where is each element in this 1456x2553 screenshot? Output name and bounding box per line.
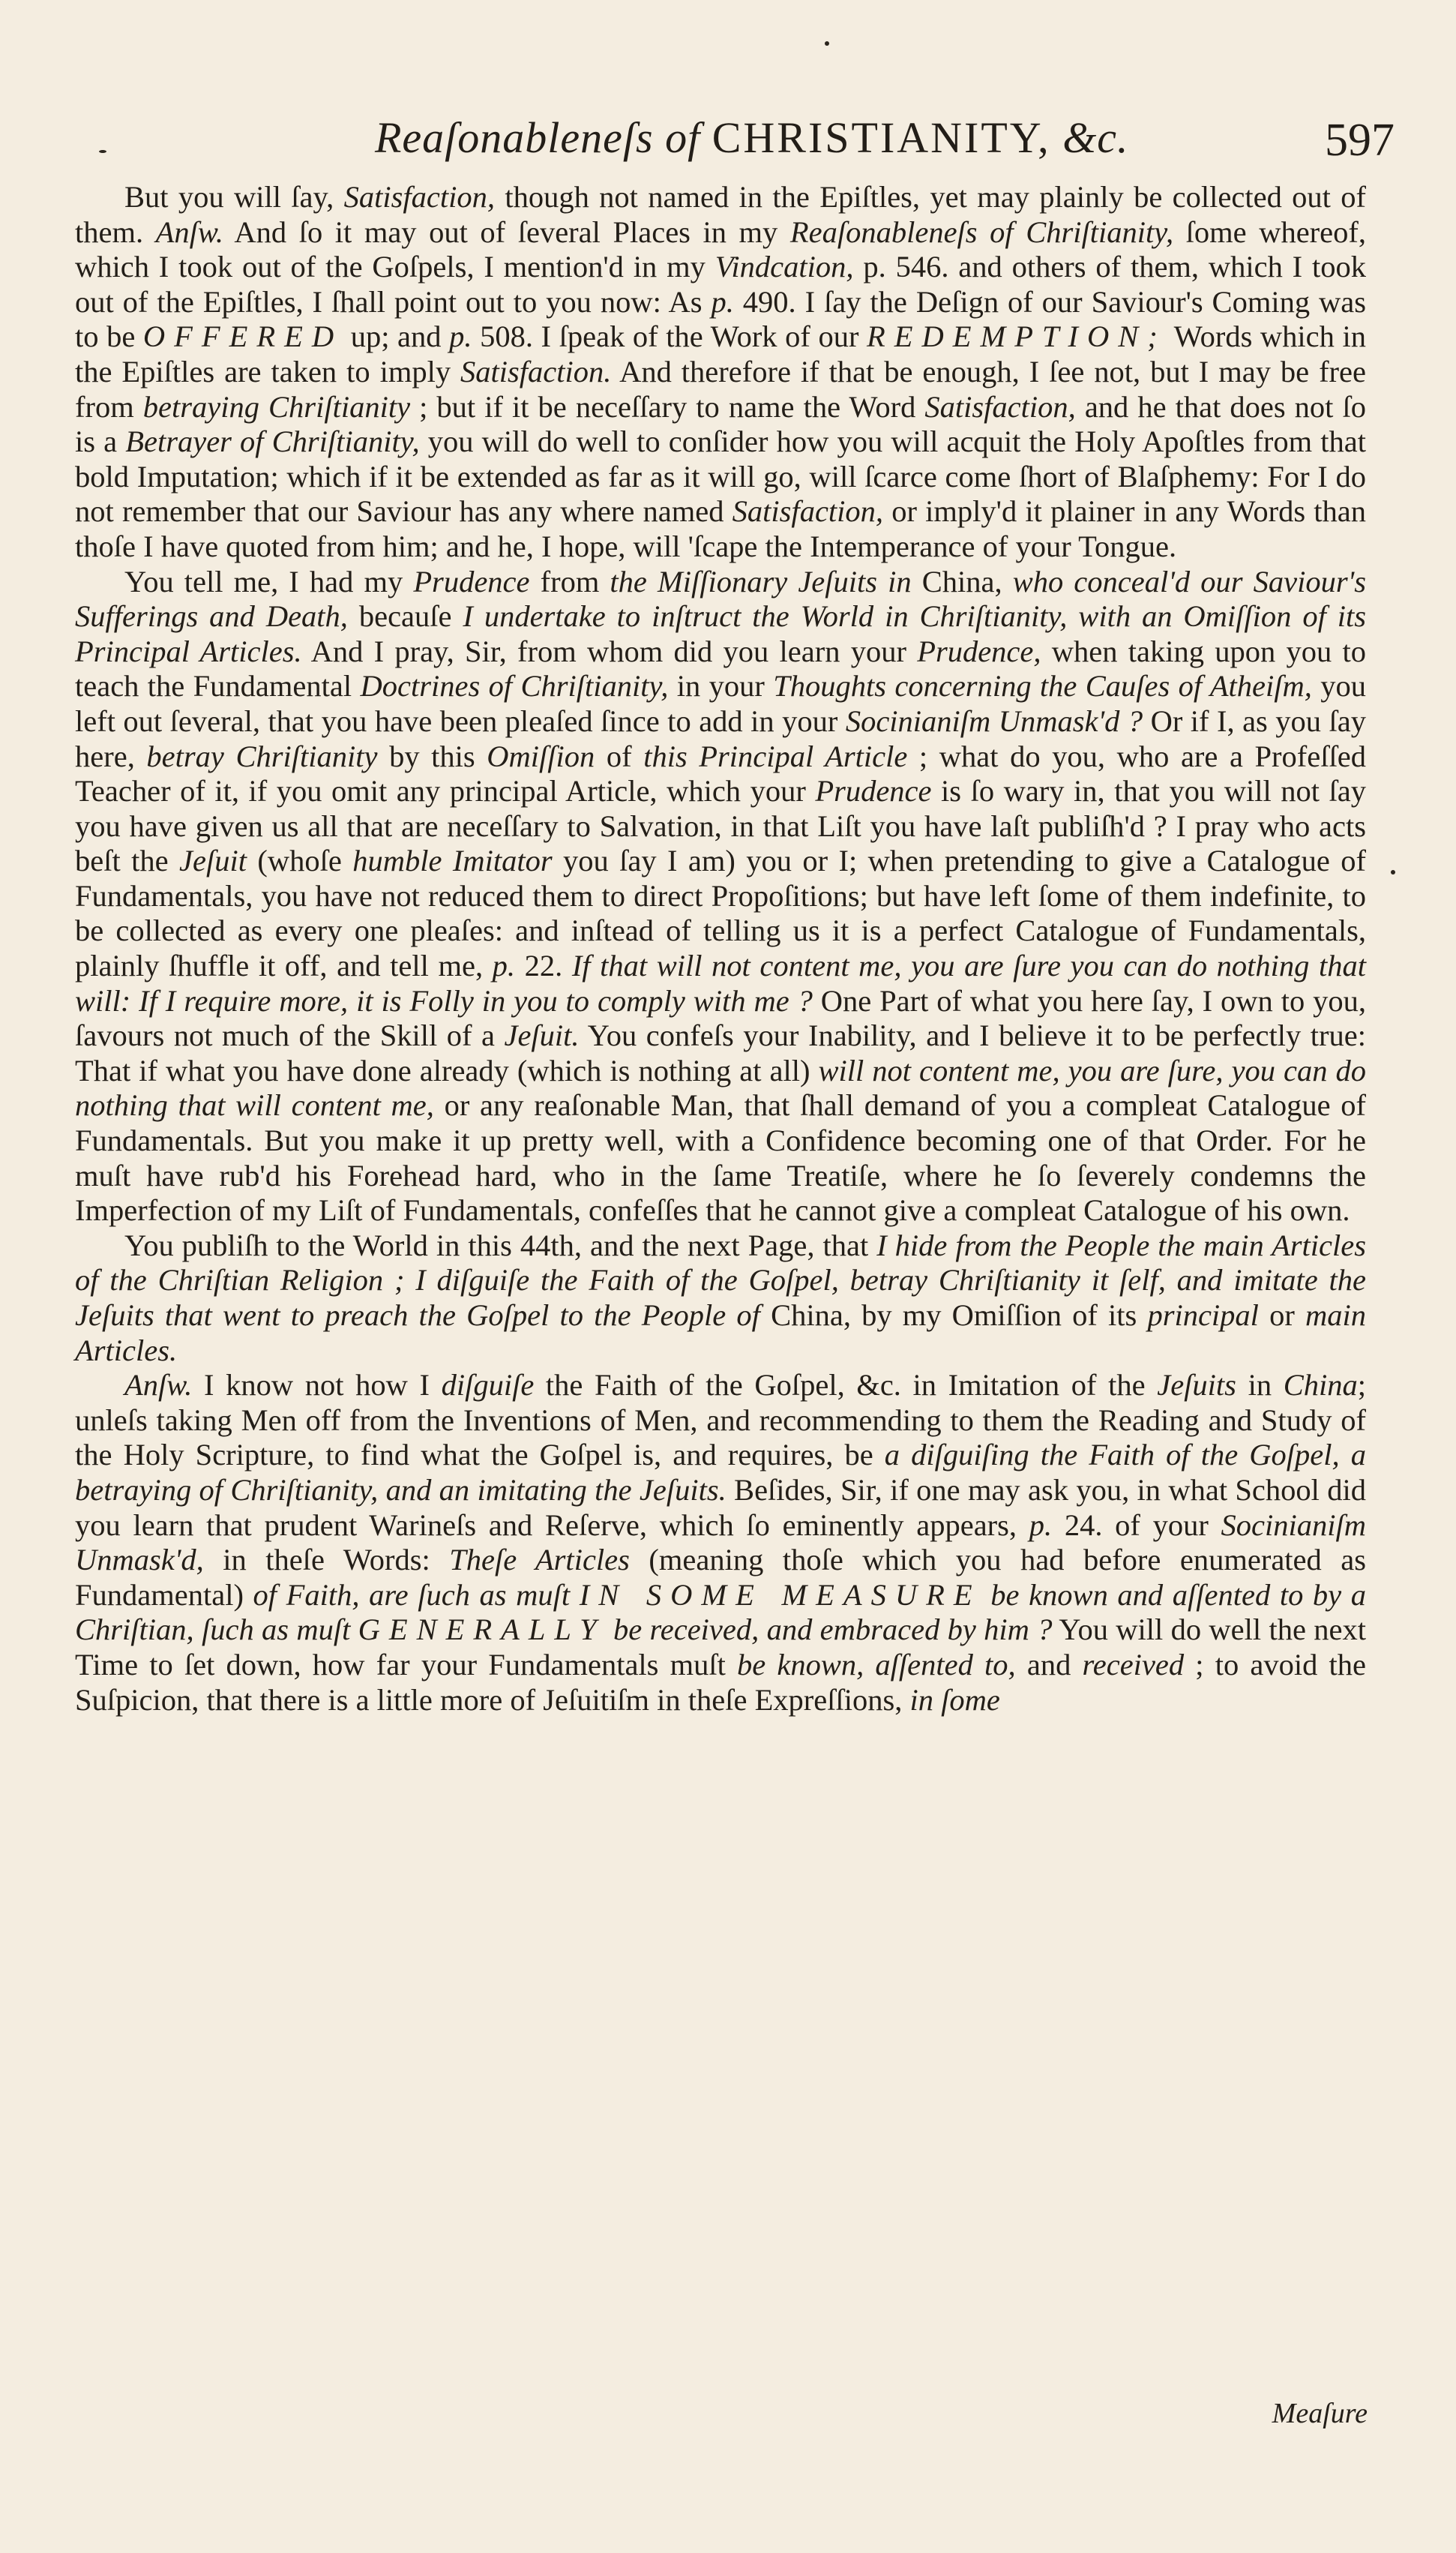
text-run	[350, 1612, 358, 1646]
body-text	[75, 180, 1366, 1718]
italic-run: Betrayer of Chriſtianity,	[125, 424, 420, 459]
italic-run: Satisfaction,	[343, 180, 495, 214]
running-title-italic: Reaſonableneſs of	[375, 113, 701, 162]
text-run: the Faith of the Goſpel, &c. in Imitation of the	[534, 1368, 1158, 1402]
italic-run: received	[1082, 1647, 1185, 1682]
paragraph	[75, 1228, 1366, 1368]
text-run: I know not how I	[192, 1368, 442, 1402]
text-run: One Part of what you here ſay, I own to you, ſavours not much of the Skill of a	[75, 983, 1366, 1053]
spaced-emphasis: GENERALLY	[358, 1612, 606, 1647]
italic-run: Satisfaction,	[732, 494, 884, 529]
text-run: when taking upon you to teach the Fundamental	[75, 634, 1366, 704]
italic-run: p.	[492, 949, 516, 983]
text-run: Words which in the Epiſtles are taken to imply	[75, 320, 1366, 388]
running-title-etc: &c.	[1062, 113, 1129, 162]
italic-run: I undertake to inſtruct the World in Chriſtianity, with an Omiſſion of its Principal Articles.	[75, 599, 1366, 668]
italic-run: Satisfaction.	[460, 354, 612, 388]
italic-run: Thoughts concerning the Cauſes of Atheiſm,	[773, 669, 1312, 704]
text-run: in	[1236, 1368, 1284, 1402]
italic-run: Doctrines of Chriſtianity,	[360, 669, 669, 704]
italic-run: Jeſuit	[179, 844, 247, 878]
text-run: ; but if it be neceſſary to name the Word	[410, 389, 925, 424]
italic-run: a diſguiſing the Faith of the Goſpel, a betraying of Chriſtianity, and an imitating the Jeſuits.	[75, 1438, 1366, 1507]
italic-run: Socinianiſm Unmask'd,	[75, 1508, 1366, 1577]
text-run: ; what do you, who are a Profeſſed Teacher of it, if you omit any principal Article, which your	[75, 739, 1366, 808]
text-run: 508. I ſpeak of the Work of our	[472, 320, 867, 354]
ink-speck	[1391, 870, 1395, 874]
italic-run: p.	[449, 320, 472, 354]
text-run: ſome whereof, which I took out of the Goſpels, I mention'd in my	[75, 214, 1366, 284]
text-run: China, by my Omiſſion of its	[759, 1298, 1148, 1332]
text-run: and	[1015, 1647, 1083, 1682]
italic-run: diſguiſe	[441, 1368, 535, 1402]
italic-run: Anſw.	[124, 1368, 193, 1402]
catchword: Meaſure	[1272, 2398, 1368, 2429]
italic-run: Theſe Articles	[449, 1543, 630, 1577]
text-run: 24. of your	[1052, 1508, 1221, 1542]
italic-run: main Articles.	[75, 1298, 1366, 1367]
text-run: or imply'd it plainer in any Words than thoſe I have quoted from him; and he, I hope, will 'ſcape the Intemperance of your Tongue.	[75, 494, 1366, 563]
italic-run: Prudence	[413, 564, 530, 598]
text-run: or any reaſonable Man, that ſhall demand of you a compleat Catalogue of Fundamentals. But you make it up pretty well, with a Confidence becoming one of that Order. For he muſt have rub'd his Forehead hard, who in the ſame Treatiſe, where he ſo ſeverely condemns the Imperfection of my Liſt of Fundamentals, confeſſes that he cannot give a compleat Catalogue of his own.	[75, 1088, 1366, 1228]
italic-run: Vindcation,	[715, 250, 854, 284]
text-run: (meaning thoſe which you had before enumerated as Fundamental)	[75, 1543, 1367, 1612]
italic-run: the Miſſionary Jeſuits in	[610, 564, 912, 598]
text-run: up; and	[343, 320, 450, 354]
italic-run: p.	[1029, 1508, 1053, 1542]
text-run: in theſe Words:	[203, 1543, 450, 1577]
italic-run: Anſw.	[155, 214, 224, 249]
running-header	[120, 112, 1395, 165]
italic-run: I hide from the People the main Articles of the Chriſtian Religion ; I diſguiſe the Faith of the Goſpel, betray Chriſtianity it ſelf, and imitate the Jeſuits that went to preach the Goſpel to the People of	[75, 1228, 1366, 1332]
text-run	[981, 1578, 991, 1612]
italic-run: betraying Chriſtianity	[142, 389, 411, 424]
italic-run: this Principal Article	[643, 739, 908, 773]
text-run: in your	[668, 669, 774, 704]
spaced-emphasis: OFFERED	[142, 320, 343, 354]
text-run: You publiſh to the World in this 44th, and the next Page, that	[124, 1228, 877, 1262]
italic-run: If that will not content me, you are ſure you can do nothing that will: If I require more, it is Folly in you to comply with me ?	[75, 949, 1366, 1018]
text-run: of	[595, 739, 644, 773]
italic-run: betray Chriſtianity	[146, 739, 378, 773]
paragraph	[75, 1368, 1366, 1718]
paragraph	[75, 565, 1366, 1228]
italic-run: Reaſonableneſs of Chriſtianity,	[789, 214, 1174, 249]
text-run: is ſo wary in, that you will not ſay you have given us all that are neceſſary to Salvation, in that Liſt you have laſt publiſh'd ? I pray who acts beſt the	[75, 774, 1366, 878]
text-run	[570, 1578, 580, 1612]
italic-run: be known and aſſented to by a Chriſtian, ſuch as muſt	[75, 1577, 1367, 1647]
italic-run: Jeſuit.	[504, 1018, 580, 1053]
italic-run: China	[1283, 1368, 1358, 1402]
italic-run: in ſome	[909, 1682, 1000, 1717]
italic-run: Jeſuits	[1157, 1368, 1236, 1402]
text-run: by this	[377, 739, 487, 773]
text-run: And ſo it may out of ſeveral Places in my	[223, 214, 790, 249]
text-run: and he that does not ſo is a	[75, 389, 1366, 459]
italic-run: Prudence,	[917, 634, 1041, 668]
text-run: you will do well to conſider how you will acquit the Holy Apoſtles from that bold Imputation; which if it be extended as far as it will go, will ſcarce come ſhort of Blaſphemy: For I do not remember that our Saviour has any where named	[75, 424, 1366, 529]
text-run: China,	[911, 564, 1013, 598]
italic-run: be known, aſſented to,	[737, 1647, 1016, 1682]
text-run: 22.	[515, 949, 572, 983]
italic-run: Omiſſion	[487, 739, 595, 773]
text-run: And therefore if that be enough, I ſee not, but I may be free from	[75, 354, 1366, 424]
italic-run: who conceal'd our Saviour's Sufferings and Death,	[75, 564, 1367, 634]
spaced-emphasis: REDEMPTION;	[867, 320, 1167, 354]
italic-run: of Faith, are ſuch as muſt	[253, 1577, 571, 1612]
text-run	[606, 1612, 613, 1646]
text-run: though not named in the Epiſtles, yet may plainly be collected out of them.	[75, 180, 1366, 249]
text-run: you left out ſeveral, that you have been pleaſed ſince to add in your	[75, 669, 1367, 738]
text-run: you ſay I am) you or I; when pretending to give a Catalogue of Fundamentals, you have not reduced them to direct Propoſitions; but have left ſome of them indefinite, to be collected as every one pleaſes: and inſtead of telling us it is a perfect Catalogue of Fundamentals, plainly ſhuffle it off, and tell me,	[75, 844, 1366, 983]
text-run: You will do well the next Time to ſet down, how far your Fundamentals muſt	[75, 1612, 1366, 1682]
italic-run: p.	[711, 284, 734, 319]
spaced-emphasis: IN SOME MEASURE	[579, 1577, 981, 1612]
paragraph	[75, 180, 1366, 565]
text-run: ; to avoid the Suſpicion, that there is a little more of Jeſuitiſm in theſe Expreſſions,	[75, 1647, 1366, 1717]
italic-run: will not content me, you are ſure, you can do nothing that will content me,	[75, 1053, 1366, 1123]
italic-run: principal	[1147, 1298, 1259, 1332]
ink-speck	[825, 41, 829, 46]
text-run: You tell me, I had my	[124, 564, 414, 598]
text-run: ; unleſs taking Men off from the Inventions of Men, and recommending to them the Reading and Study of the Holy Scripture, to find what the Goſpel is, and requires, be	[75, 1368, 1366, 1472]
ink-speck	[99, 150, 106, 153]
text-run: (whoſe	[246, 844, 353, 878]
running-title	[375, 112, 1129, 163]
text-run: from	[529, 564, 610, 598]
text-run: p. 546. and others of them, which I took out of the Epiſtles, I ſhall point out to you now: As	[75, 250, 1366, 319]
running-title-caps: CHRISTIANITY,	[712, 113, 1051, 162]
italic-run: Socinianiſm Unmask'd ?	[845, 704, 1143, 738]
italic-run: Prudence	[815, 774, 932, 808]
text-run: becauſe	[347, 599, 463, 634]
italic-run: humble Imitator	[352, 844, 553, 878]
text-run: And I pray, Sir, from whom did you learn your	[301, 634, 918, 668]
text-run: Beſides, Sir, if one may ask you, in what School did you learn that prudent Warineſs and Reſerve, which ſo eminently appears,	[75, 1472, 1366, 1542]
italic-run: Satisfaction,	[924, 389, 1076, 424]
text-run: or	[1258, 1298, 1305, 1332]
text-run: But you will ſay,	[124, 180, 344, 214]
italic-run: be received, and embraced by him ?	[613, 1612, 1053, 1647]
text-run: Or if I, as you ſay here,	[75, 704, 1366, 773]
page-number: 597	[1325, 115, 1395, 166]
text-run: 490. I ſay the Deſign of our Saviour's Coming was to be	[75, 284, 1366, 354]
text-run: You confeſs your Inability, and I believe it to be perfectly true: That if what you have done already (which is nothing at all)	[75, 1018, 1366, 1088]
